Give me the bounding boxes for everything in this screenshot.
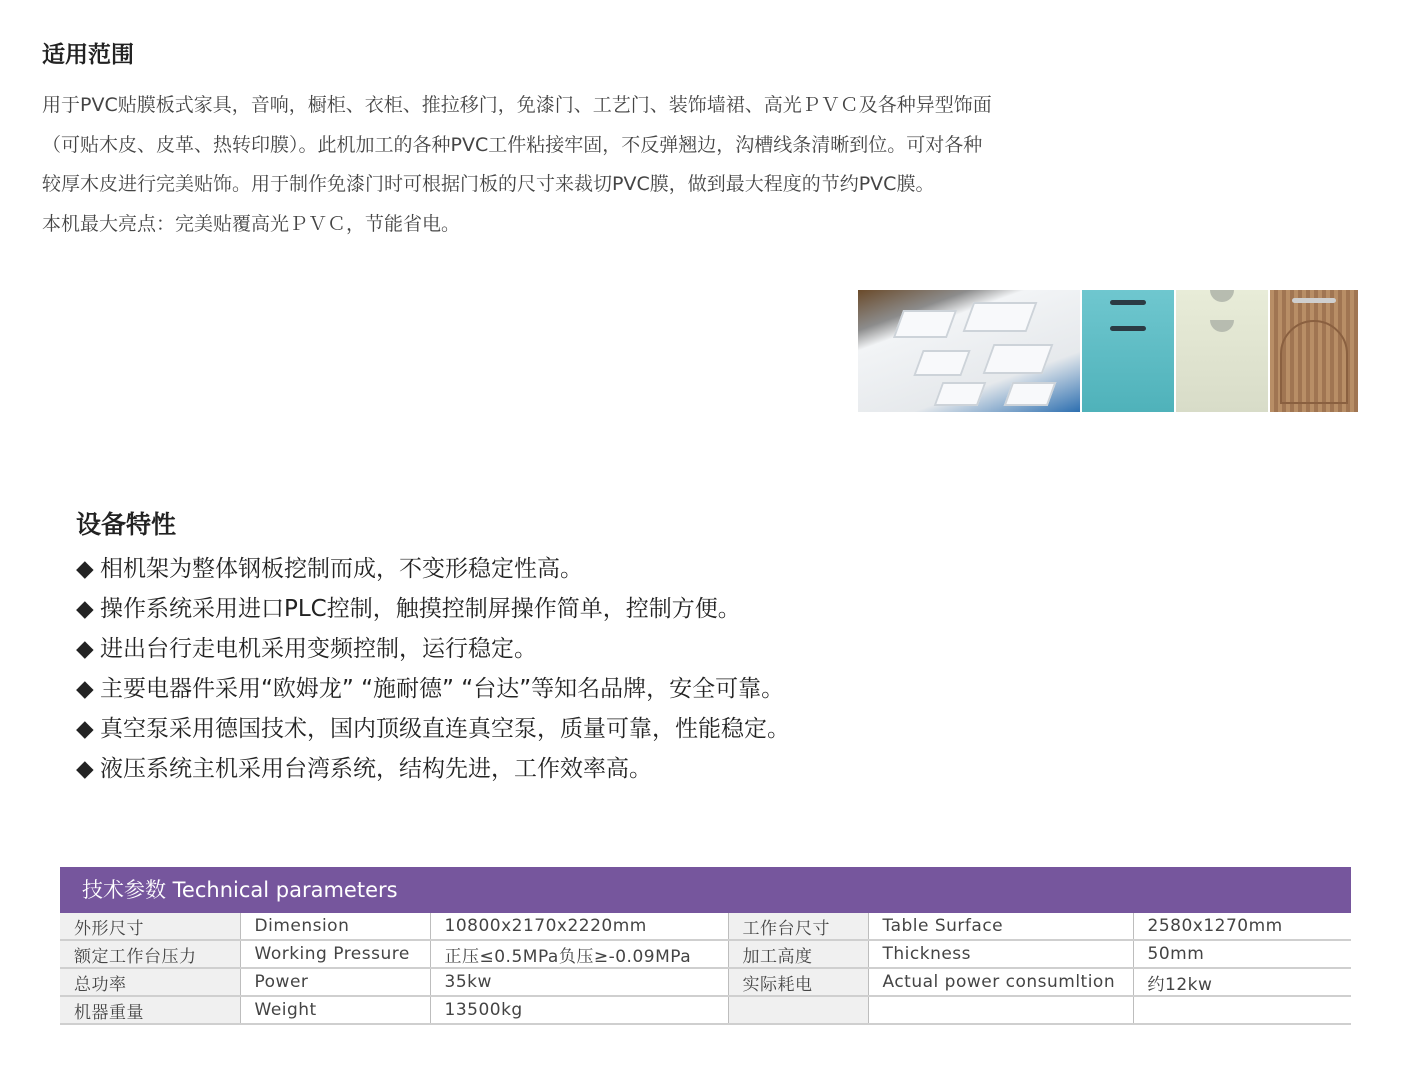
- woodgrain-cabinet-door-image: [1270, 290, 1358, 412]
- table-cell: 机器重量: [60, 996, 240, 1024]
- diamond-bullet-icon: ◆: [76, 716, 94, 742]
- teal-cabinet-door-image: [1082, 290, 1174, 412]
- table-cell: [1133, 996, 1351, 1024]
- table-cell: 10800x2170x2220mm: [430, 913, 728, 940]
- scope-line: 较厚木皮进行完美贴饰。用于制作免漆门时可根据门板的尺寸来裁切PVC膜，做到最大程度的节约PVC膜。: [42, 173, 935, 195]
- feature-item: [76, 629, 790, 669]
- table-cell: Actual power consumltion: [868, 968, 1133, 996]
- table-cell: 正压≤0.5MPa负压≥-0.09MPa: [430, 940, 728, 968]
- feature-text: 相机架为整体钢板挖制而成，不变形稳定性高。: [100, 556, 583, 582]
- diamond-bullet-icon: ◆: [76, 556, 94, 582]
- table-cell: 13500kg: [430, 996, 728, 1024]
- scope-description: [42, 86, 1122, 244]
- feature-text: 液压系统主机采用台湾系统，结构先进，工作效率高。: [100, 756, 652, 782]
- feature-text: 主要电器件采用“欧姆龙” “施耐德” “台达”等知名品牌，安全可靠。: [100, 676, 785, 702]
- feature-text: 操作系统采用进口PLC控制，触摸控制屏操作简单，控制方便。: [100, 596, 741, 622]
- table-cell: Dimension: [240, 913, 430, 940]
- table-cell: 额定工作台压力: [60, 940, 240, 968]
- params-table: [60, 913, 1351, 1025]
- table-cell: 加工高度: [728, 940, 868, 968]
- product-image-strip: [858, 290, 1358, 412]
- cream-cabinet-door-image: [1176, 290, 1268, 412]
- table-row: [60, 996, 1351, 1024]
- features-title: 设备特性: [76, 510, 177, 539]
- scope-line: （可贴木皮、皮革、热转印膜）。此机加工的各种PVC工件粘接牢固，不反弹翘边，沟槽线条清晰到位。可对各种: [42, 133, 983, 156]
- feature-item: [76, 669, 790, 709]
- table-row: [60, 940, 1351, 968]
- diamond-bullet-icon: ◆: [76, 636, 94, 662]
- feature-text: 真空泵采用德国技术，国内顶级直连真空泵，质量可靠，性能稳定。: [100, 716, 790, 742]
- table-cell: 总功率: [60, 968, 240, 996]
- table-cell: 工作台尺寸: [728, 913, 868, 940]
- diamond-bullet-icon: ◆: [76, 596, 94, 622]
- table-cell: 2580x1270mm: [1133, 913, 1351, 940]
- scope-title: 适用范围: [42, 42, 134, 68]
- table-cell: 50mm: [1133, 940, 1351, 968]
- scope-line: 用于PVC贴膜板式家具，音响，橱柜、衣柜、推拉移门，免漆门、工艺门、装饰墙裙、高光ＰＶＣ及各种异型饰面: [42, 94, 992, 116]
- table-cell: 约12kw: [1133, 968, 1351, 996]
- table-cell: 实际耗电: [728, 968, 868, 996]
- diamond-bullet-icon: ◆: [76, 756, 94, 782]
- table-cell: 外形尺寸: [60, 913, 240, 940]
- table-row: [60, 968, 1351, 996]
- table-cell: [728, 996, 868, 1024]
- feature-item: [76, 749, 790, 789]
- feature-text: 进出台行走电机采用变频控制，运行稳定。: [100, 636, 537, 662]
- diamond-bullet-icon: ◆: [76, 676, 94, 702]
- table-cell: 35kw: [430, 968, 728, 996]
- features-list: [76, 549, 790, 789]
- params-header: 技术参数 Technical parameters: [60, 867, 1351, 913]
- table-cell: [868, 996, 1133, 1024]
- pvc-workpiece-image: [858, 290, 1080, 412]
- table-cell: Weight: [240, 996, 430, 1024]
- feature-item: [76, 709, 790, 749]
- table-cell: Table Surface: [868, 913, 1133, 940]
- table-cell: Power: [240, 968, 430, 996]
- technical-parameters: [60, 867, 1351, 1025]
- table-cell: Working Pressure: [240, 940, 430, 968]
- table-row: [60, 913, 1351, 940]
- feature-item: [76, 589, 790, 629]
- feature-item: [76, 549, 790, 589]
- table-cell: Thickness: [868, 940, 1133, 968]
- scope-line: 本机最大亮点：完美贴覆高光ＰＶＣ，节能省电。: [42, 212, 461, 235]
